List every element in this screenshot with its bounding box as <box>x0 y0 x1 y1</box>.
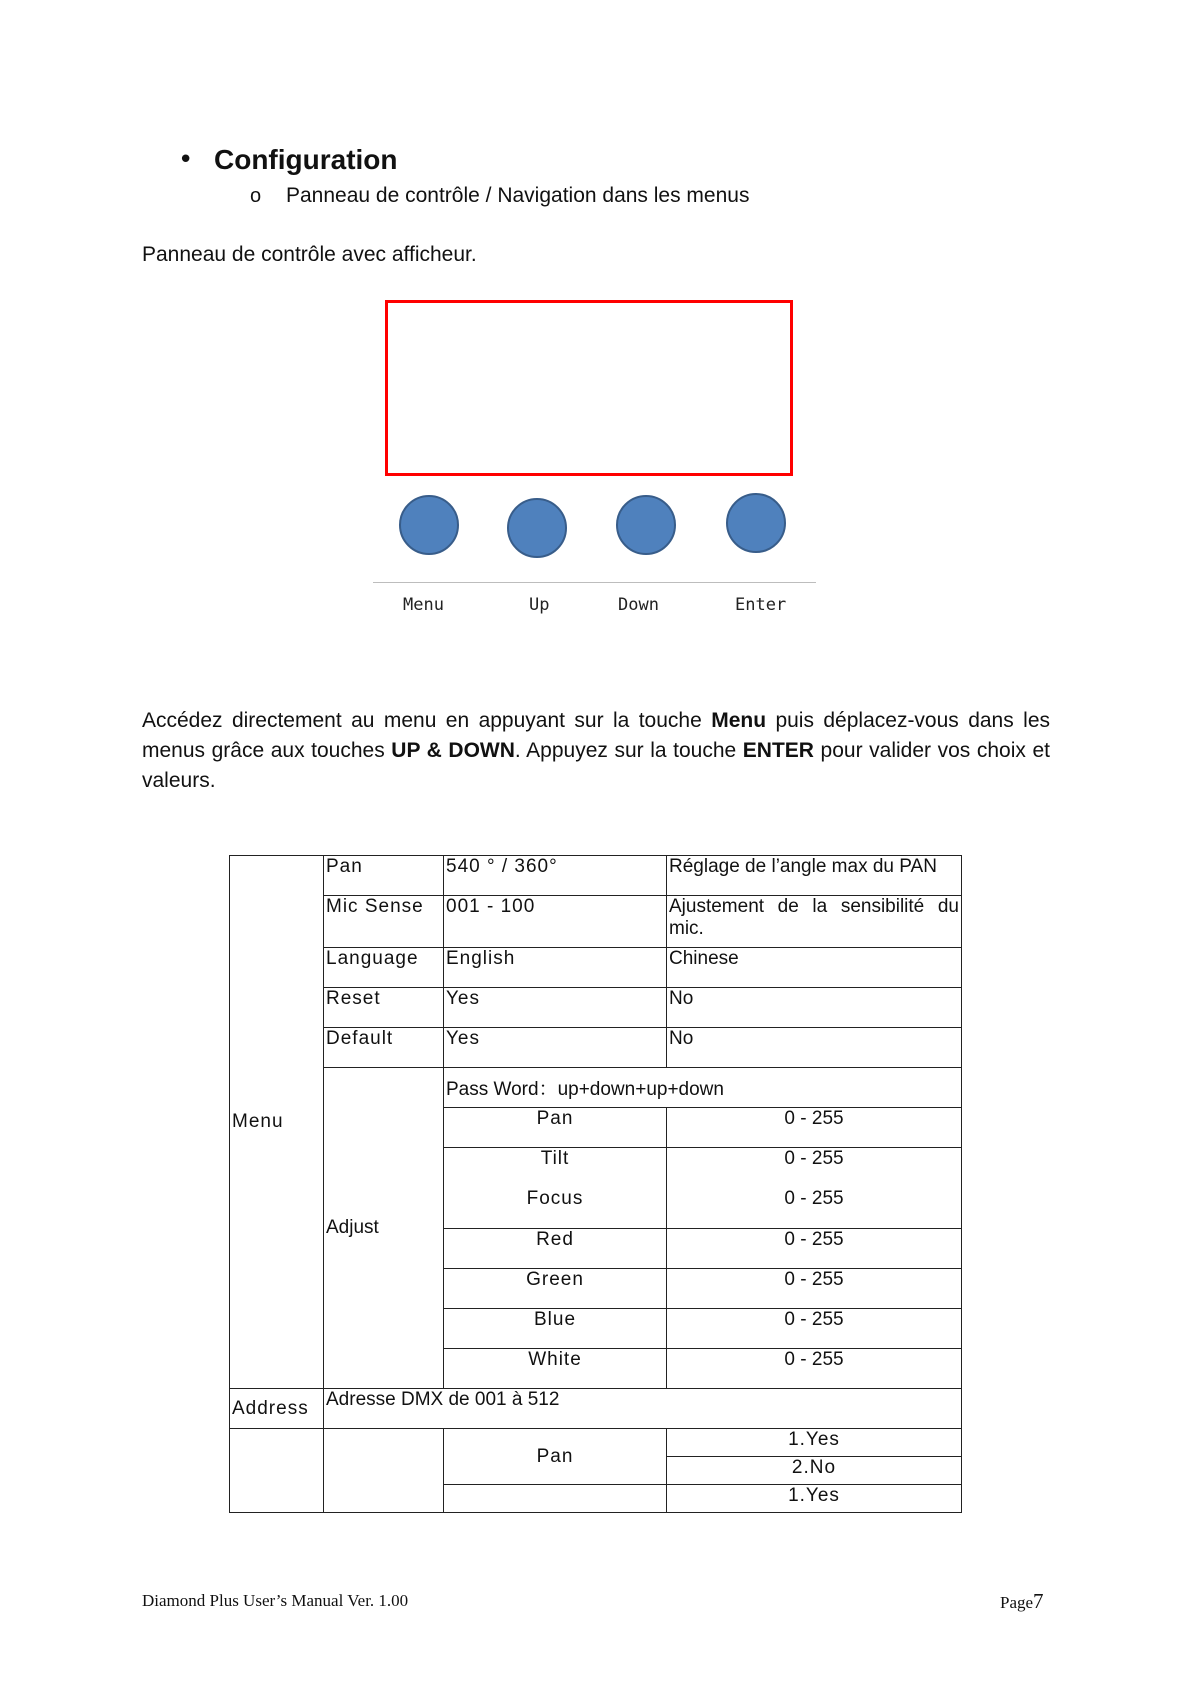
channel-cell: Tilt <box>444 1148 667 1188</box>
table-row <box>230 988 962 1028</box>
menu-label: Menu <box>403 595 444 615</box>
value-cell: English <box>444 948 667 988</box>
value-cell: Yes <box>444 1028 667 1068</box>
value-cell: 540 ° / 360° <box>444 856 667 896</box>
desc-cell: Réglage de l’angle max du PAN <box>667 856 962 896</box>
section-heading: Configuration <box>214 144 398 175</box>
instruction-key-menu: Menu <box>711 709 767 732</box>
control-panel-diagram <box>370 298 818 628</box>
table-row <box>230 1389 962 1429</box>
address-desc-cell: Adresse DMX de 001 à 512 <box>324 1389 962 1429</box>
range-cell: 0 - 255 <box>667 1309 962 1349</box>
value-cell: 001 - 100 <box>444 896 667 948</box>
channel-cell: Focus <box>444 1188 667 1229</box>
table-row <box>230 1028 962 1068</box>
range-cell: 0 - 255 <box>667 1108 962 1148</box>
item-cell: Reset <box>324 988 444 1028</box>
value-cell: Yes <box>444 988 667 1028</box>
up-label: Up <box>529 595 550 615</box>
menu-button-circle <box>399 495 459 555</box>
enter-button-circle <box>726 493 786 553</box>
channel-cell: Pan <box>444 1108 667 1148</box>
range-cell: 0 - 255 <box>667 1148 962 1188</box>
down-label: Down <box>618 595 659 615</box>
item-cell: Language <box>324 948 444 988</box>
desc-cell: No <box>667 988 962 1028</box>
channel-cell: Red <box>444 1229 667 1269</box>
instruction-key-enter: ENTER <box>742 739 814 762</box>
footer-manual-title: Diamond Plus User’s Manual Ver. 1.00 <box>142 1591 409 1610</box>
table-row <box>230 856 962 896</box>
empty-cell <box>324 1429 444 1513</box>
empty-cell <box>444 1485 667 1513</box>
instruction-text: puis déplacez-vous dans les menus grâce aux touches <box>142 709 1050 762</box>
desc-cell: Ajustement de la sensibilité du mic. <box>667 896 962 948</box>
enter-label: Enter <box>735 595 787 615</box>
channel-cell: Blue <box>444 1309 667 1349</box>
intro-text: Panneau de contrôle avec afficheur. <box>142 243 477 266</box>
menu-cell: Menu <box>230 856 324 1389</box>
option-cell: 2.No <box>667 1457 962 1485</box>
instruction-key-updown: UP & DOWN <box>391 739 515 762</box>
table-row <box>230 896 962 948</box>
bullet: • <box>178 145 194 175</box>
item-cell: Pan <box>324 856 444 896</box>
option-cell: 1.Yes <box>667 1485 962 1513</box>
range-cell: 0 - 255 <box>667 1188 962 1229</box>
range-cell: 0 - 255 <box>667 1229 962 1269</box>
password-cell: Pass Word：up+down+up+down <box>444 1068 962 1108</box>
empty-cell <box>230 1429 324 1513</box>
option-cell: 1.Yes <box>667 1429 962 1457</box>
desc-cell: No <box>667 1028 962 1068</box>
desc-cell: Chinese <box>667 948 962 988</box>
menu-table <box>229 855 962 1513</box>
table-row <box>230 1429 962 1457</box>
adjust-cell: Adjust <box>324 1068 444 1389</box>
section-heading-line <box>178 144 398 176</box>
page-label: Page <box>1000 1593 1034 1612</box>
sub-item-text: Panneau de contrôle / Navigation dans les menus <box>286 184 750 207</box>
instruction-text: pour valider vos choix et valeurs. <box>142 739 1050 792</box>
down-button-circle <box>616 495 676 555</box>
table-row <box>230 948 962 988</box>
sub-item-line <box>250 184 749 208</box>
up-button-circle <box>507 498 567 558</box>
instruction-paragraph <box>142 706 1050 796</box>
channel-cell: Green <box>444 1269 667 1309</box>
item-cell: Mic Sense <box>324 896 444 948</box>
page-num: 7 <box>1033 1589 1044 1613</box>
address-cell: Address <box>230 1389 324 1429</box>
instruction-text: Accédez directement au menu en appuyant sur la touche <box>142 709 712 732</box>
sub-bullet: o <box>250 184 262 207</box>
channel-cell: White <box>444 1349 667 1389</box>
range-cell: 0 - 255 <box>667 1349 962 1389</box>
footer-page-number <box>1000 1589 1044 1614</box>
channel-cell: Pan <box>444 1429 667 1485</box>
item-cell: Default <box>324 1028 444 1068</box>
instruction-text: . Appuyez sur la touche <box>514 739 743 762</box>
display-screen <box>385 300 793 476</box>
table-row <box>230 1068 962 1108</box>
diagram-divider <box>373 582 816 583</box>
range-cell: 0 - 255 <box>667 1269 962 1309</box>
